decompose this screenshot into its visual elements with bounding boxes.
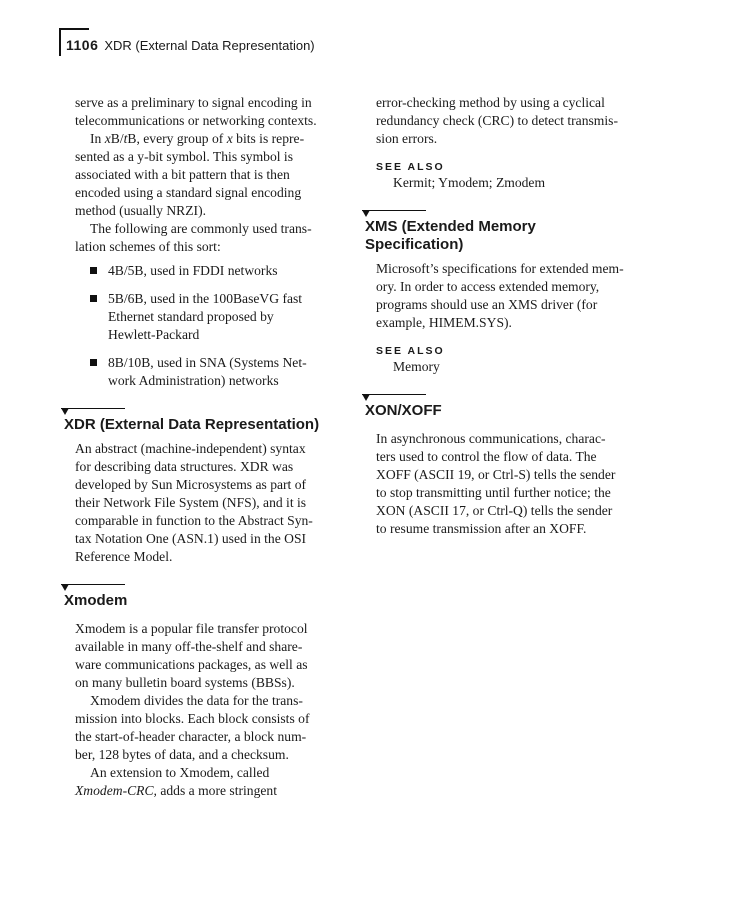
- left-column: [61, 94, 351, 800]
- right-column: [362, 94, 652, 538]
- xmodem-line: Xmodem-CRC, adds a more stringent: [75, 783, 277, 798]
- entry-title-xdr: XDR (External Data Representation): [64, 416, 320, 433]
- see-also-label: SEE ALSO: [376, 345, 445, 357]
- continued-line: redundancy check (CRC) to detect transmis-: [376, 113, 618, 128]
- intro-line: telecommunications or networking contexts.: [75, 113, 317, 128]
- entry-divider: [362, 392, 652, 402]
- xmodem-line: mission into blocks. Each block consists of: [75, 711, 310, 726]
- entry-divider: [362, 208, 652, 218]
- triangle-marker-icon: [362, 394, 370, 401]
- bullet-text: Hewlett-Packard: [108, 327, 200, 342]
- page-number: 1106: [66, 37, 99, 53]
- see-also-text: Memory: [393, 359, 440, 374]
- entry-title-xmodem: Xmodem: [64, 592, 128, 609]
- bullet-text: work Administration) networks: [108, 373, 279, 388]
- triangle-marker-icon: [61, 408, 69, 415]
- xon-line: ters used to control the flow of data. The: [376, 449, 597, 464]
- bullet-text: Ethernet standard proposed by: [108, 309, 274, 324]
- xon-line: XON (ASCII 17, or Ctrl-Q) tells the sender: [376, 503, 613, 518]
- xon-line: In asynchronous communications, charac-: [376, 431, 606, 446]
- xmodem-line: An extension to Xmodem, called: [90, 765, 270, 780]
- header-rule-vertical: [59, 28, 61, 56]
- continued-line: error-checking method by using a cyclical: [376, 95, 605, 110]
- xmodem-line: the start-of-header character, a block num-: [75, 729, 307, 744]
- xon-line: to resume transmission after an XOFF.: [376, 521, 587, 536]
- running-title: XDR (External Data Representation): [104, 38, 315, 53]
- triangle-marker-icon: [362, 210, 370, 217]
- schemes-line: The following are commonly used trans-: [90, 221, 312, 236]
- bullet-text: 8B/10B, used in SNA (Systems Net-: [108, 355, 307, 370]
- xmodem-line: Xmodem divides the data for the trans-: [90, 693, 303, 708]
- xms-line: programs should use an XMS driver (for: [376, 297, 598, 312]
- entry-title-xms-cont: Specification): [365, 236, 464, 253]
- see-also-label: SEE ALSO: [376, 161, 445, 173]
- xdr-line: comparable in function to the Abstract Syn-: [75, 513, 313, 528]
- xdr-line: tax Notation One (ASN.1) used in the OSI: [75, 531, 307, 546]
- xdr-line: An abstract (machine-independent) syntax: [75, 441, 306, 456]
- xmodem-line: available in many off-the-shelf and share-: [75, 639, 303, 654]
- xbtb-line: associated with a bit pattern that is then: [75, 167, 290, 182]
- intro-line: serve as a preliminary to signal encoding in: [75, 95, 312, 110]
- entry-title-xms: XMS (Extended Memory: [365, 218, 536, 235]
- xmodem-line: on many bulletin board systems (BBSs).: [75, 675, 295, 690]
- entry-title-xon-xoff: XON/XOFF: [365, 402, 442, 419]
- xms-line: Microsoft’s specifications for extended mem-: [376, 261, 624, 276]
- bullet-item: [61, 262, 351, 280]
- bullet-text: 5B/6B, used in the 100BaseVG fast: [108, 291, 303, 306]
- xbtb-first-line: In xB/tB, every group of x bits is repre-: [90, 131, 305, 146]
- bullet-item: [61, 354, 351, 390]
- see-also-text: Kermit; Ymodem; Zmodem: [393, 175, 546, 190]
- xmodem-line: ware communications packages, as well as: [75, 657, 308, 672]
- xon-line: to stop transmitting until further notice; the: [376, 485, 611, 500]
- xbtb-line: method (usually NRZI).: [75, 203, 207, 218]
- header-text: [66, 37, 315, 53]
- entry-divider: [61, 406, 351, 416]
- header-rule-horizontal: [59, 28, 89, 30]
- xdr-line: Reference Model.: [75, 549, 173, 564]
- xms-line: ory. In order to access extended memory,: [376, 279, 600, 294]
- bullet-text: 4B/5B, used in FDDI networks: [108, 263, 278, 278]
- xdr-line: for describing data structures. XDR was: [75, 459, 294, 474]
- schemes-line: lation schemes of this sort:: [75, 239, 221, 254]
- xbtb-line: encoded using a standard signal encoding: [75, 185, 302, 200]
- entry-divider: [61, 582, 351, 592]
- xdr-line: their Network File System (NFS), and it is: [75, 495, 307, 510]
- xmodem-line: ber, 128 bytes of data, and a checksum.: [75, 747, 289, 762]
- xbtb-line: sented as a y-bit symbol. This symbol is: [75, 149, 293, 164]
- bullet-item: [61, 290, 351, 344]
- xdr-line: developed by Sun Microsystems as part of: [75, 477, 307, 492]
- xmodem-line: Xmodem is a popular file transfer protocol: [75, 621, 308, 636]
- xon-line: XOFF (ASCII 19, or Ctrl-S) tells the sender: [376, 467, 616, 482]
- xms-line: example, HIMEM.SYS).: [376, 315, 512, 330]
- continued-line: sion errors.: [376, 131, 438, 146]
- triangle-marker-icon: [61, 584, 69, 591]
